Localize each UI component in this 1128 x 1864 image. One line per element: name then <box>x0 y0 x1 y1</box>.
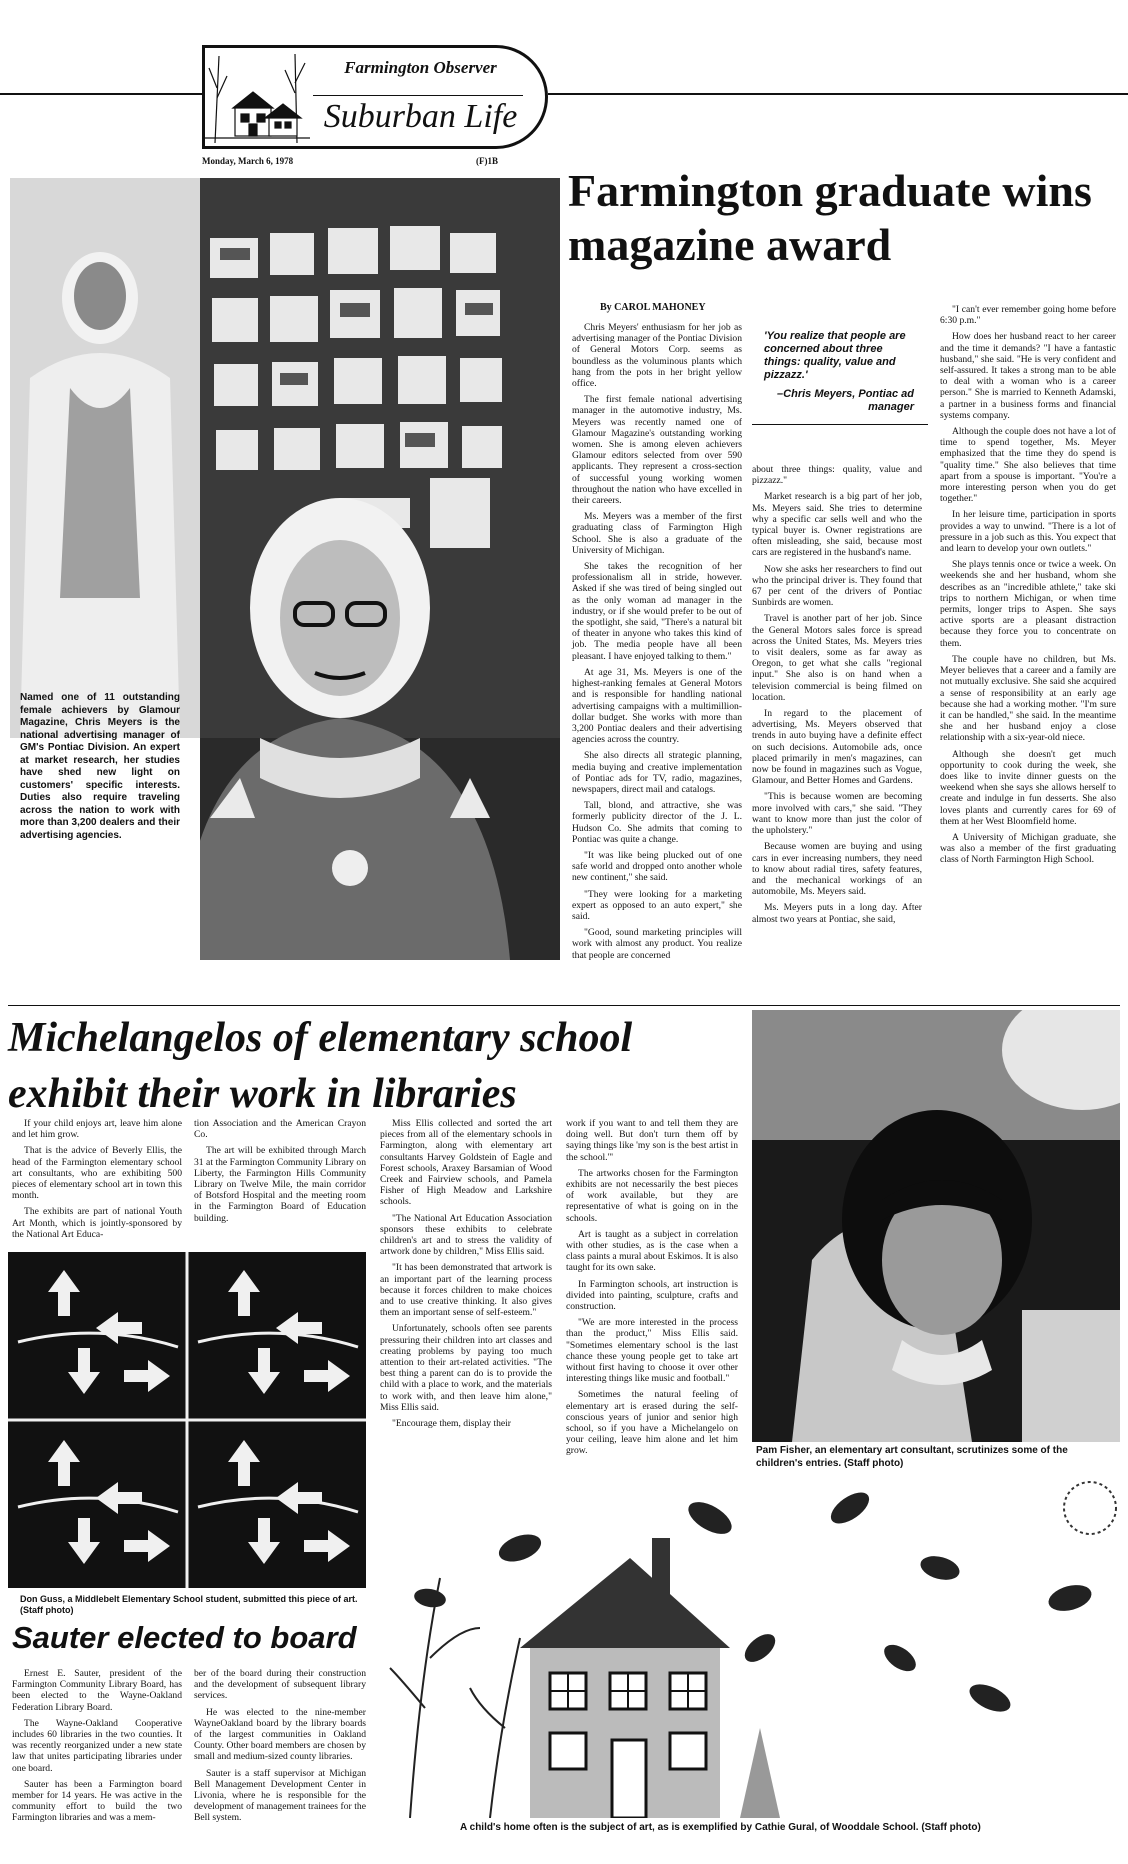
paragraph: Sauter is a staff supervisor at Michigan Bell Management Development Center in Livonia, where he is responsible for the development of management trainees for the Bell system. <box>194 1767 366 1824</box>
paragraph: Miss Ellis collected and sorted the art pieces from all of the elementary schools in Farmington, along with elementary art consultants Harvey Goldstein of Eagle and Forest schools, Araxey Barsamian of Wood Creek and Fairview schools, and Pamela Fisher of High Meadow and Larkshire schools. <box>380 1118 552 1208</box>
paragraph: work if you want to and tell them they are doing well. But don't turn them off by saying things like 'my son is the best artist in the school.'" <box>566 1118 739 1163</box>
chris-meyers-photo <box>10 178 560 960</box>
paragraph: A University of Michigan graduate, she was also a member of the first graduating class of North Farmington High School. <box>940 831 1116 866</box>
story2-headline: Michelangelos of elementary school exhibit their work in libraries <box>8 1015 633 1117</box>
masthead <box>202 45 548 149</box>
block-print-art <box>8 1252 366 1588</box>
paragraph: In regard to the placement of advertising, Ms. Meyers observed that trends in auto buying have a definite effect on such decisions. Automobile ads, once placed primarily in men's magazines, can now be found in magazines such as Vogue, Glamour, and Better Homes and Gardens. <box>752 708 922 787</box>
paragraph: The first female national advertising manager in the automotive industry, Ms. Meyers was recently named one of Glamour Magazine's outstanding working women. She is among eleven achievers Glamour editors selected from over 590 applicants. They represent a cross-section of successful young working women throughout the nation who have excelled in their careers. <box>572 394 742 507</box>
paragraph: If your child enjoys art, leave him alone and let him grow. <box>12 1118 182 1141</box>
paragraph: He was elected to the nine-member WayneOakland board by the library boards of the largest communities in Oakland County. Other board members are chosen by small and medium-sized county libraries. <box>194 1706 366 1763</box>
paragraph: Although the couple does not have a lot of time to spend together, Ms. Meyer emphasized that the time they do spend is "quality time." She also believes that time apart from a spouse is important. "You're a more interesting person when you do get together." <box>940 426 1116 505</box>
story1-headline: Farmington graduate wins magazine award <box>568 165 1092 270</box>
office-photo <box>10 178 560 960</box>
paragraph: In Farmington schools, art instruction is divided into painting, sculpture, crafts and construction. <box>566 1278 738 1313</box>
paragraph: tion Association and the American Crayon Co. <box>194 1118 366 1141</box>
issue-date: Monday, March 6, 1978 <box>202 156 294 166</box>
paragraph: She takes the recognition of her professionalism all in stride, however. Asked if she was tired of being singled out as the only woman ad manager in the industry, or if she would prefer to be out of the spotlight, she said, "There's a natural bit of theater in anyone who takes this kind of job. The media people have all been pleasant. I have enjoyed talking to them." <box>572 561 742 662</box>
story3-column-1 <box>12 1668 182 1829</box>
paragraph: Tall, blond, and attractive, she was formerly publicity director of the J. L. Hudson Co. She admits that coming to Pontiac was quite a change. <box>572 800 742 845</box>
paragraph: Sometimes the natural feeling of elementary art is erased during the self-conscious years of junior and senior high school, so if you have a Michelangelo on your ceiling, leave him alone and let him grow. <box>566 1389 738 1457</box>
paragraph: "I can't ever remember going home before 6:30 p.m." <box>940 304 1116 327</box>
paragraph: The exhibits are part of national Youth Art Month, which is jointly-sponsored by the National Art Educa- <box>12 1206 182 1240</box>
pull-quote-rule <box>752 424 928 425</box>
paragraph: The artworks chosen for the Farmington exhibits are not necessarily the best pieces of work available, but they are representative of what is going on in the schools. <box>566 1167 738 1224</box>
paragraph: Ms. Meyers puts in a long day. After almost two years at Pontiac, she said, <box>752 902 922 925</box>
paragraph: "Good, sound marketing principles will work with almost any product. You realize that people are concerned <box>572 927 742 961</box>
print-image <box>8 1252 366 1588</box>
paragraph: "They were looking for a marketing expert as opposed to an auto expert," she said. <box>572 888 742 922</box>
story2-column-2 <box>194 1118 366 1229</box>
story3-headline: Sauter elected to board <box>12 1620 357 1655</box>
story1-column-1 <box>572 322 742 966</box>
pull-quote <box>764 330 914 414</box>
paragraph: Ernest E. Sauter, president of the Farmington Community Library Board, has been elected to the Wayne-Oakland Federation Library Board. <box>12 1668 182 1713</box>
portrait-image <box>752 1010 1120 1442</box>
paragraph: "It has been demonstrated that artwork is an important part of the learning process because it forces children to make choices and to use creative thinking. It also gives them an important sense of self-esteem." <box>380 1262 552 1319</box>
paragraph: The Wayne-Oakland Cooperative includes 60 libraries in the two counties. It was recently reorganized under a new state law that unites participating libraries under one board. <box>12 1717 182 1774</box>
paragraph: At age 31, Ms. Meyers is one of the highest-ranking females at General Motors and is responsible for handling national advertising campaigns with a multimillion-dollar budget. She works with more than 3,200 Pontiac dealers and their advertising agencies across the country. <box>572 666 742 746</box>
paragraph: In her leisure time, participation in sports provides a way to unwind. "There is a lot of pressure in a job such as this. You expect that and learn to develop your own outlets." <box>940 509 1116 555</box>
paragraph: Unfortunately, schools often see parents pressuring their children into art classes and creating problems by paying too much attention to their art-related activities. "The best thing a parent can do is to provide the child with a place to work, and the materials to work with, and then leave him alone," Miss Ellis said. <box>380 1323 552 1413</box>
paragraph: She plays tennis once or twice a week. On weekends she and her husband, whom she describes as an "incredible athlete," take ski trips to northern Michigan, or when time permits, longer trips to Aspen. She says active sports are a pleasant distraction because they force you to concentrate on them. <box>940 559 1116 649</box>
paragraph: "Encourage them, display their <box>392 1418 512 1430</box>
paragraph: Art is taught as a subject in correlation with other studies, as is the case when a class paints a mural about Eskimos. It is also taught for its own sake. <box>566 1228 738 1274</box>
chris-meyers-caption: Named one of 11 outstanding female achievers by Glamour Magazine, Chris Meyers is the national advertising manager of GM's Pontiac Division. An expert at market research, her studies have shed new light on customers' specific interests. Duties also require traveling across the nation to work with more than 3,200 dealers and their advertising agencies. <box>20 692 180 841</box>
section-rule <box>8 1005 1120 1006</box>
paragraph: The couple have no children, but Ms. Meyer believes that a career and a family are not mutually exclusive. She said she acquired a sense of responsibility at an early age because she had a working mother. "I'm sure it can be handled," she said. In the meantime she and her husband enjoy a close relationship with a six-year-old niece. <box>940 653 1116 744</box>
paragraph: Ms. Meyers was a member of the first graduating class of Farmington High School. She is also a graduate of the University of Michigan. <box>572 511 742 556</box>
pam-fisher-photo <box>752 1010 1120 1442</box>
masthead-rule-left <box>0 93 202 95</box>
story1-column-2 <box>752 464 922 930</box>
paragraph: Market research is a big part of her job, Ms. Meyers said. She tries to determine why a specific car sells well and who the typical buyer is. Owner registrations are often misleading, she said, because most cars are registered in the husband's name. <box>752 491 922 559</box>
house-image <box>380 1478 1120 1818</box>
paragraph: The art will be exhibited through March 31 at the Farmington Community Library on Liberty, the Farmington Hills Community Library on Twelve Mile, the main corridor of Botsford Hospital and the meeting room in the Farmington Board of Education building. <box>194 1145 366 1224</box>
paragraph: Although she doesn't get much opportunity to cook during the week, she does like to invite dinner guests on the weekend when she says she allows herself to create and indulge in fun desserts. She also loves plants and currently cares for 69 of them at her West Bloomfield home. <box>940 748 1116 827</box>
houses-logo <box>205 48 310 146</box>
pull-quote-attribution: –Chris Meyers, Pontiac ad manager <box>777 388 914 413</box>
masthead-rule-right <box>548 93 1128 95</box>
page-number: (F)1B <box>476 156 498 166</box>
paragraph: Sauter has been a Farmington board member for 14 years. He was active in the community effort to build the two Farmington libraries and was a mem- <box>12 1778 182 1824</box>
story2-column-4 <box>566 1118 738 1462</box>
pull-quote-text: 'You realize that people are concerned about three things: quality, value and pizzazz.' <box>764 330 906 381</box>
masthead-divider <box>313 95 523 96</box>
pam-fisher-caption: Pam Fisher, an elementary art consultant, scrutinizes some of the children's entries. (Staff photo) <box>756 1445 1068 1469</box>
paragraph: "We are more interested in the process than the product," Miss Ellis said. "Sometimes elementary school is the last chance these young people get to take art without first having to choose it over other interesting things like music and football." <box>566 1317 738 1385</box>
house-drawing-caption: A child's home often is the subject of art, as is exemplified by Cathie Gural, of Wooddale School. (Staff photo) <box>460 1822 981 1833</box>
paragraph: Now she asks her researchers to find out who the principal driver is. They found that 67 per cent of the drivers of Pontiac Sunbirds are women. <box>752 563 922 609</box>
paragraph: "This is because women are becoming more involved with cars," she said. "They want to know more than just the color of the upholstery." <box>752 791 922 837</box>
section-name: Suburban Life <box>323 98 518 135</box>
story2-column-3 <box>380 1118 552 1434</box>
story2-column-1 <box>12 1118 182 1245</box>
house-drawing <box>380 1478 1120 1818</box>
story1-byline: By CAROL MAHONEY <box>600 302 706 313</box>
paragraph: Because women are buying and using cars in ever increasing numbers, they need to know about radial tires, safety features, and the mechanical workings of an automobile, Ms. Meyers said. <box>752 841 922 898</box>
paragraph: How does her husband react to her career and the time it demands? "I have a fantastic husband," she said. "He is very confident and self-assured. It takes a strong man to be able to deal with a woman who is a career person." She is married to Kenneth Adamski, a partner in a business forms and financial systems company. <box>940 331 1116 421</box>
paragraph: She also directs all strategic planning, media buying and creative implementation of Pontiac ads for TV, radio, magazines, newspapers, direct mail and catalogs. <box>572 750 742 795</box>
paragraph: Chris Meyers' enthusiasm for her job as advertising manager of the Pontiac Division of General Motors Corp. seems as boundless as the voluminous plants which hang from the pots in her bright yellow office. <box>572 322 742 390</box>
block-print-caption: Don Guss, a Middlebelt Elementary School student, submitted this piece of art. (Staff photo) <box>20 1594 358 1615</box>
paragraph: ber of the board during their construction and the development of subsequent library services. <box>194 1668 366 1702</box>
paragraph: about three things: quality, value and pizzazz." <box>752 464 922 487</box>
paragraph: "It was like being plucked out of one safe world and dropped onto another whole new continent," she said. <box>572 849 742 884</box>
paragraph: Travel is another part of her job. Since the General Motors sales force is spread across the United States, Ms. Meyers tries to visit dealers, some as far away as Oregon, to get what she calls "regional input." She also is on hand when a television commercial is being filmed on location. <box>752 613 922 703</box>
story3-column-2 <box>194 1668 366 1829</box>
paper-name: Farmington Observer <box>344 58 497 77</box>
paragraph: That is the advice of Beverly Ellis, the head of the Farmington elementary school art consultants, who are exhibiting 500 pieces of elementary school art in town this month. <box>12 1145 182 1202</box>
paragraph: "The National Art Education Association sponsors these exhibits to celebrate children's art and to stress the validity of artwork done by children," Miss Ellis said. <box>380 1212 552 1258</box>
story1-column-3 <box>940 304 1116 871</box>
